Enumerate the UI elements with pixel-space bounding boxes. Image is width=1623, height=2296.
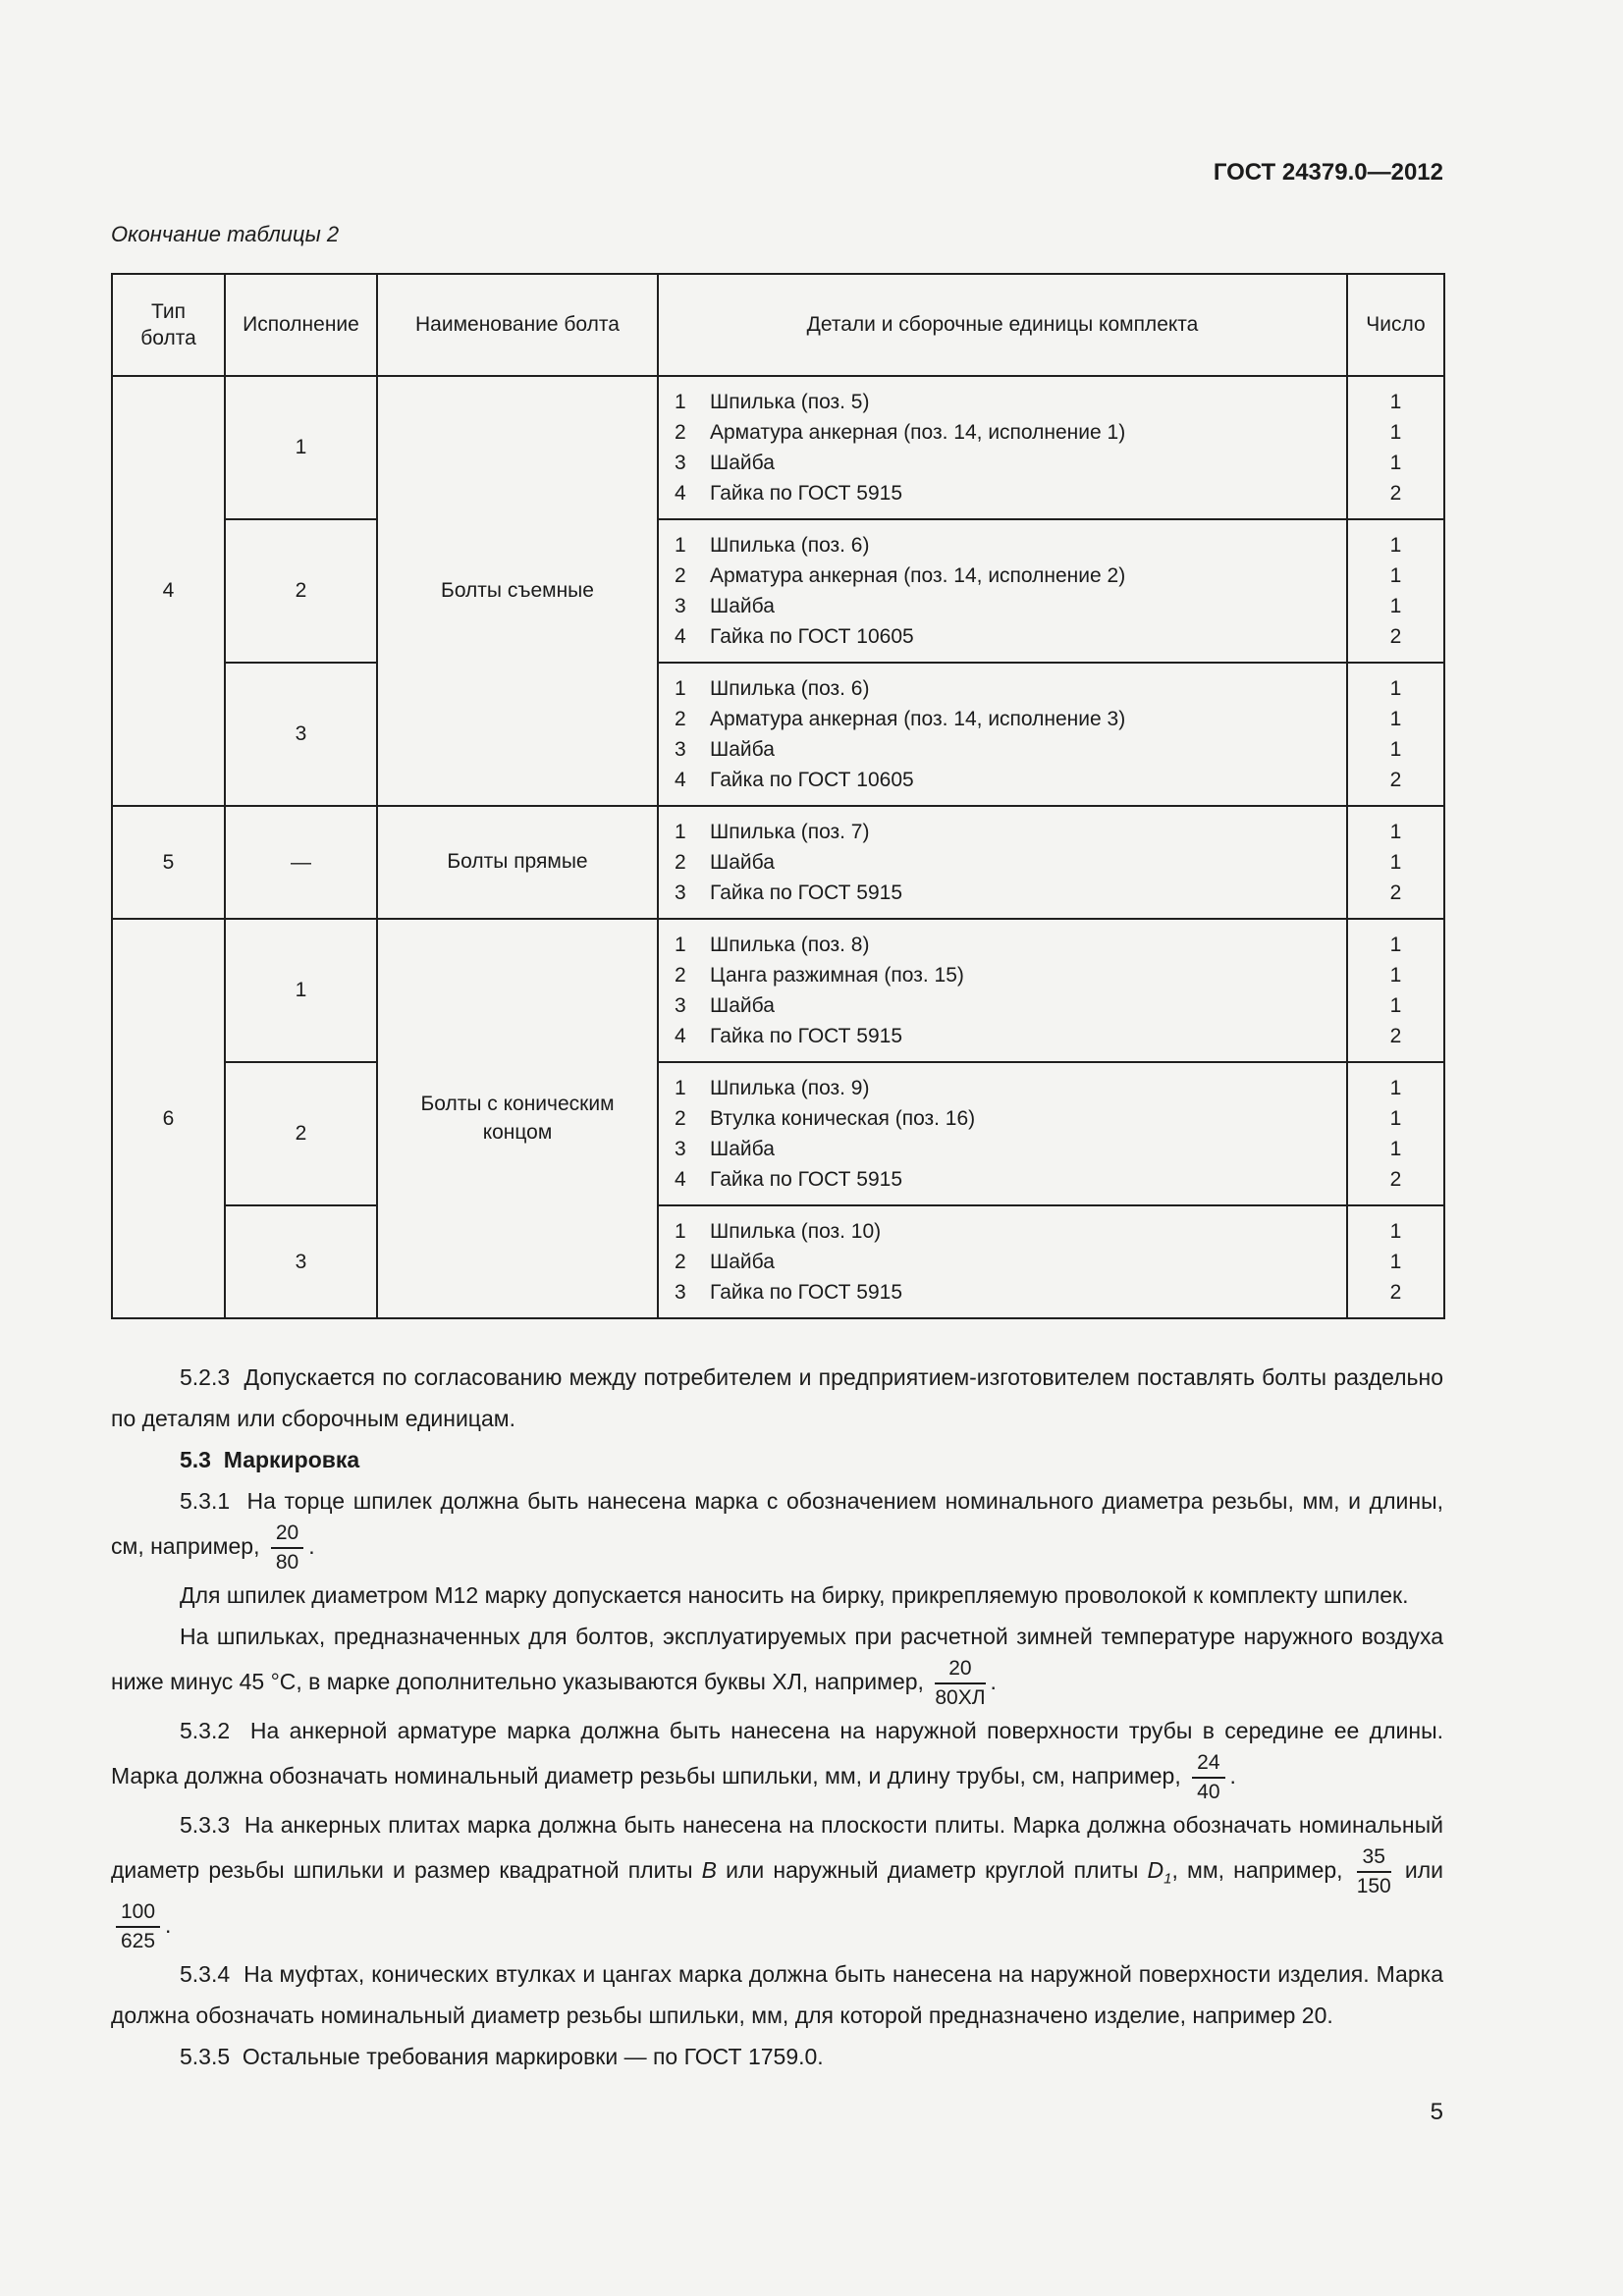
document-body-text — [111, 1357, 1443, 2077]
part-index: 4 — [675, 1025, 686, 1047]
part-index: 2 — [675, 964, 686, 987]
fraction-numerator: 20 — [271, 1522, 303, 1549]
paragraph-5-3-1-note-hl — [111, 1616, 1443, 1710]
bolt-name-cell: Болты прямые — [377, 806, 658, 919]
part-index: 1 — [675, 534, 686, 557]
part-line — [675, 673, 1334, 704]
part-line — [675, 530, 1334, 561]
math-var-letter: D — [1147, 1857, 1164, 1884]
table-row-type5 — [112, 806, 1444, 919]
part-line — [675, 734, 1334, 765]
count-cell — [1347, 919, 1444, 1062]
part-name: Гайка по ГОСТ 5915 — [710, 482, 903, 505]
paragraph-text: 5.3.3 На анкерных плитах марка должна быть нанесена на плоскости плиты. Марка должна обозначать номинальный диаметр резьбы шпильки и размер квадратной плиты — [111, 1812, 1443, 1884]
part-count: 1 — [1389, 421, 1402, 444]
part-line — [675, 1164, 1334, 1195]
part-name: Шпилька (поз. 5) — [710, 391, 870, 413]
part-count: 1 — [1389, 391, 1402, 413]
part-line — [675, 847, 1334, 878]
part-line — [675, 878, 1334, 908]
part-index: 4 — [675, 1168, 686, 1191]
paragraph-text: . — [308, 1533, 315, 1560]
part-count: 1 — [1389, 534, 1402, 557]
paragraph-text: 5.3.4 На муфтах, конических втулках и цангах марка должна быть нанесена на наружной поверхности изделия. Марка должна обозначать номинальный диаметр резьбы шпильки, мм, для которой предназначено изделие, например 20. — [111, 1960, 1443, 2028]
paragraph-text: . — [165, 1911, 172, 1938]
part-count: 1 — [1389, 821, 1402, 843]
part-count: 1 — [1389, 708, 1402, 730]
part-count: 1 — [1389, 564, 1402, 587]
part-name: Шпилька (поз. 6) — [710, 534, 870, 557]
table-header-row — [112, 274, 1444, 376]
part-index: 1 — [675, 934, 686, 956]
part-count: 2 — [1389, 625, 1402, 648]
fraction-denominator: 80ХЛ — [935, 1686, 986, 1709]
part-index: 4 — [675, 769, 686, 791]
part-count: 2 — [1389, 1025, 1402, 1047]
table-2-bolt-kits — [111, 273, 1445, 1319]
part-count: 1 — [1389, 1251, 1402, 1273]
fraction-numerator: 100 — [116, 1900, 160, 1928]
part-name: Шайба — [710, 851, 775, 874]
part-index: 2 — [675, 421, 686, 444]
count-cell — [1347, 663, 1444, 806]
part-index: 1 — [675, 1077, 686, 1099]
table-caption: Окончание таблицы 2 — [111, 222, 340, 246]
paragraph-5-3-3 — [111, 1804, 1443, 1953]
part-line — [675, 990, 1334, 1021]
part-index: 1 — [675, 391, 686, 413]
part-name: Гайка по ГОСТ 5915 — [710, 881, 903, 904]
count-cell — [1347, 1062, 1444, 1205]
paragraph-text: или наружный диаметр круглой плиты — [717, 1857, 1148, 1884]
part-name: Шпилька (поз. 8) — [710, 934, 870, 956]
paragraph-text: 5.2.3 Допускается по согласованию между потребителем и предприятием-изготовителем поставлять болты раздельно по деталям или сборочным единицам. — [111, 1364, 1443, 1431]
part-name: Шайба — [710, 1251, 775, 1273]
part-count: 1 — [1389, 1220, 1402, 1243]
part-count: 1 — [1389, 1107, 1402, 1130]
part-name: Гайка по ГОСТ 10605 — [710, 769, 914, 791]
heading-5-3 — [111, 1439, 1443, 1480]
version-cell: 1 — [225, 919, 377, 1062]
part-count: 1 — [1389, 677, 1402, 700]
bolt-type-cell: 4 — [112, 376, 225, 806]
part-line — [675, 478, 1334, 508]
paragraph-5-3-1 — [111, 1480, 1443, 1575]
bolt-type-cell: 6 — [112, 919, 225, 1318]
part-index: 3 — [675, 881, 686, 904]
parts-cell — [658, 1062, 1347, 1205]
part-line — [675, 1134, 1334, 1164]
column-header-bolt-type: Тип болта — [112, 274, 225, 376]
part-count: 2 — [1389, 482, 1402, 505]
count-cell — [1347, 376, 1444, 519]
part-index: 1 — [675, 677, 686, 700]
parts-cell — [658, 519, 1347, 663]
part-name: Шпилька (поз. 6) — [710, 677, 870, 700]
table-row-type6-version1 — [112, 919, 1444, 1062]
fraction-denominator: 625 — [121, 1929, 156, 1952]
bolt-name-cell: Болты съемные — [377, 376, 658, 806]
parts-cell — [658, 663, 1347, 806]
part-name: Втулка коническая (поз. 16) — [710, 1107, 976, 1130]
part-name: Арматура анкерная (поз. 14, исполнение 3) — [710, 708, 1126, 730]
table-row-type4-version1 — [112, 376, 1444, 519]
part-index: 2 — [675, 851, 686, 874]
table-row-type4-version2 — [112, 519, 1444, 663]
part-index: 3 — [675, 994, 686, 1017]
part-name: Шайба — [710, 738, 775, 761]
part-name: Шайба — [710, 994, 775, 1017]
count-cell — [1347, 1205, 1444, 1318]
part-line — [675, 1247, 1334, 1277]
paragraph-5-2-3 — [111, 1357, 1443, 1439]
paragraph-text: . — [990, 1669, 997, 1695]
part-line — [675, 591, 1334, 621]
version-cell: 2 — [225, 519, 377, 663]
part-name: Шпилька (поз. 10) — [710, 1220, 882, 1243]
part-count: 1 — [1389, 964, 1402, 987]
part-count: 2 — [1389, 881, 1402, 904]
part-count: 2 — [1389, 1281, 1402, 1304]
fraction-numerator: 24 — [1192, 1751, 1224, 1779]
part-name: Шпилька (поз. 7) — [710, 821, 870, 843]
paragraph-5-3-2 — [111, 1710, 1443, 1804]
part-count: 1 — [1389, 595, 1402, 617]
part-line — [675, 817, 1334, 847]
part-count: 1 — [1389, 1077, 1402, 1099]
fraction-numerator: 35 — [1357, 1845, 1391, 1873]
part-name: Гайка по ГОСТ 5915 — [710, 1281, 903, 1304]
part-count: 2 — [1389, 1168, 1402, 1191]
part-line — [675, 960, 1334, 990]
part-count: 1 — [1389, 452, 1402, 474]
column-header-version: Исполнение — [225, 274, 377, 376]
parts-cell — [658, 806, 1347, 919]
table-row-type4-version3 — [112, 663, 1444, 806]
part-line — [675, 417, 1334, 448]
part-line — [675, 448, 1334, 478]
math-var-D1 — [1147, 1857, 1172, 1888]
part-count: 2 — [1389, 769, 1402, 791]
version-cell: 2 — [225, 1062, 377, 1205]
part-index: 3 — [675, 1138, 686, 1160]
part-name: Арматура анкерная (поз. 14, исполнение 2) — [710, 564, 1126, 587]
part-line — [675, 765, 1334, 795]
part-line — [675, 561, 1334, 591]
part-index: 1 — [675, 1220, 686, 1243]
parts-cell — [658, 1205, 1347, 1318]
part-name: Гайка по ГОСТ 10605 — [710, 625, 914, 648]
heading-text: 5.3 Маркировка — [180, 1447, 360, 1472]
part-index: 3 — [675, 595, 686, 617]
paragraph-text: На шпильках, предназначенных для болтов, эксплуатируемых при расчетной зимней температуре наружного воздуха ниже минус 45 °С, в марке дополнительно указываются буквы ХЛ, например, — [111, 1624, 1443, 1695]
part-line — [675, 621, 1334, 652]
part-index: 4 — [675, 482, 686, 505]
part-line — [675, 1277, 1334, 1308]
part-name: Арматура анкерная (поз. 14, исполнение 1) — [710, 421, 1126, 444]
paragraph-text: 5.3.2 На анкерной арматуре марка должна быть нанесена на наружной поверхности трубы в середине ее длины. Марка должна обозначать номинальный диаметр резьбы шпильки, мм, и длину трубы, см, например, — [111, 1718, 1443, 1789]
part-name: Гайка по ГОСТ 5915 — [710, 1168, 903, 1191]
fraction-denominator: 80 — [275, 1551, 299, 1574]
bolt-name-cell: Болты с коническим концом — [377, 919, 658, 1318]
part-name: Шайба — [710, 595, 775, 617]
part-index: 2 — [675, 1107, 686, 1130]
fraction-denominator: 150 — [1356, 1875, 1391, 1897]
part-index: 4 — [675, 625, 686, 648]
part-index: 2 — [675, 564, 686, 587]
part-name: Цанга разжимная (поз. 15) — [710, 964, 964, 987]
paragraph-text: 5.3.5 Остальные требования маркировки — по ГОСТ 1759.0. — [180, 2043, 824, 2069]
part-line — [675, 1103, 1334, 1134]
fraction-100-625 — [116, 1900, 160, 1953]
part-count: 1 — [1389, 851, 1402, 874]
part-count: 1 — [1389, 738, 1402, 761]
part-index: 3 — [675, 1281, 686, 1304]
paragraph-text: 5.3.1 На торце шпилек должна быть нанесена марка с обозначением номинального диаметра резьбы, мм, и длины, см, например, — [111, 1488, 1443, 1560]
paragraph-text: или — [1395, 1857, 1443, 1884]
paragraph-5-3-4 — [111, 1953, 1443, 2036]
table-row-type6-version3 — [112, 1205, 1444, 1318]
math-var-B: B — [701, 1857, 717, 1884]
part-count: 1 — [1389, 1138, 1402, 1160]
part-index: 3 — [675, 738, 686, 761]
column-header-bolt-name: Наименование болта — [377, 274, 658, 376]
fraction-20-80hl — [935, 1657, 985, 1710]
paragraph-5-3-1-note-m12 — [111, 1575, 1443, 1616]
math-var-subscript: 1 — [1163, 1870, 1172, 1888]
part-name: Шпилька (поз. 9) — [710, 1077, 870, 1099]
column-header-parts: Детали и сборочные единицы комплекта — [658, 274, 1347, 376]
fraction-denominator: 40 — [1197, 1781, 1220, 1803]
table-row-type6-version2 — [112, 1062, 1444, 1205]
column-header-count: Число — [1347, 274, 1444, 376]
paragraph-text: Для шпилек диаметром М12 марку допускается наносить на бирку, прикрепляемую проволокой к комплекту шпилек. — [180, 1582, 1409, 1608]
page-number: 5 — [1430, 2099, 1443, 2125]
parts-cell — [658, 919, 1347, 1062]
version-cell: 1 — [225, 376, 377, 519]
fraction-numerator: 20 — [935, 1657, 985, 1684]
part-name: Гайка по ГОСТ 5915 — [710, 1025, 903, 1047]
count-cell — [1347, 806, 1444, 919]
part-name: Шайба — [710, 1138, 775, 1160]
fraction-24-40 — [1192, 1751, 1224, 1804]
part-line — [675, 704, 1334, 734]
part-index: 2 — [675, 1251, 686, 1273]
part-index: 3 — [675, 452, 686, 474]
document-header: ГОСТ 24379.0—2012 — [1213, 159, 1443, 186]
parts-cell — [658, 376, 1347, 519]
paragraph-5-3-5 — [111, 2036, 1443, 2077]
fraction-35-150 — [1357, 1845, 1391, 1898]
part-line — [675, 387, 1334, 417]
version-cell: 3 — [225, 663, 377, 806]
bolt-type-cell: 5 — [112, 806, 225, 919]
paragraph-text: . — [1229, 1763, 1236, 1789]
part-line — [675, 1021, 1334, 1051]
part-line — [675, 1073, 1334, 1103]
part-name: Шайба — [710, 452, 775, 474]
part-line — [675, 930, 1334, 960]
fraction-20-80 — [271, 1522, 303, 1575]
paragraph-text: , мм, например, — [1171, 1857, 1352, 1884]
version-cell: — — [225, 806, 377, 919]
count-cell — [1347, 519, 1444, 663]
part-line — [675, 1216, 1334, 1247]
version-cell: 3 — [225, 1205, 377, 1318]
part-count: 1 — [1389, 994, 1402, 1017]
part-count: 1 — [1389, 934, 1402, 956]
part-index: 1 — [675, 821, 686, 843]
part-index: 2 — [675, 708, 686, 730]
